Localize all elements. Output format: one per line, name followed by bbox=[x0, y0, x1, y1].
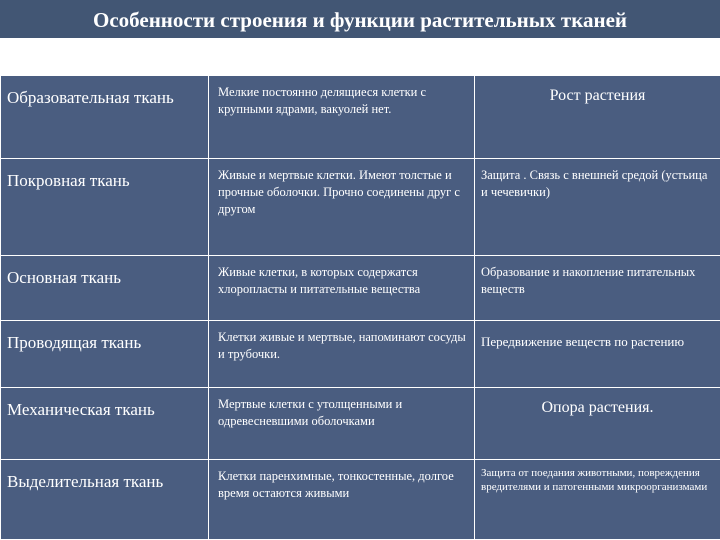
header-functions: Функции bbox=[475, 39, 720, 76]
tissue-name: Выделительная ткань bbox=[1, 460, 209, 540]
tissue-structure: Клетки паренхимные, тонкостенные, долгое время остаются живыми bbox=[209, 460, 475, 540]
tissue-name: Основная ткань bbox=[1, 256, 209, 321]
table-row bbox=[1, 159, 720, 256]
tissue-name: Механическая ткань bbox=[1, 388, 209, 460]
tissue-name: Покровная ткань bbox=[1, 159, 209, 256]
table-row bbox=[1, 388, 720, 460]
tissue-function: Образование и накопление питательных веществ bbox=[475, 256, 720, 321]
header-tissue-type: Тип ткани bbox=[1, 39, 209, 76]
tissue-function: Защита . Связь с внешней средой (устьица и чечевички) bbox=[475, 159, 720, 256]
tissue-structure: Живые и мертвые клетки. Имеют толстые и прочные оболочки. Прочно соединены друг с другом bbox=[209, 159, 475, 256]
tissue-name: Проводящая ткань bbox=[1, 321, 209, 388]
tissue-structure: Мертвые клетки с утолщенными и одревесневшими оболочками bbox=[209, 388, 475, 460]
tissue-function: Опора растения. bbox=[475, 388, 720, 460]
tissue-structure: Клетки живые и мертвые, напоминают сосуды и трубочки. bbox=[209, 321, 475, 388]
table-header-row bbox=[1, 39, 720, 76]
table-row bbox=[1, 256, 720, 321]
table-row bbox=[1, 460, 720, 540]
tissue-function: Защита от поедания животными, повреждения вредителями и патогенными микроорганизмами bbox=[475, 460, 720, 540]
table-row bbox=[1, 321, 720, 388]
slide-title: Особенности строения и функции растительных тканей bbox=[0, 0, 720, 38]
table-row bbox=[1, 76, 720, 159]
tissue-name: Образовательная ткань bbox=[1, 76, 209, 159]
header-structure: Строение bbox=[209, 39, 475, 76]
tissue-function: Передвижение веществ по растению bbox=[475, 321, 720, 388]
tissues-table bbox=[0, 38, 720, 540]
tissue-function: Рост растения bbox=[475, 76, 720, 159]
tissue-structure: Живые клетки, в которых содержатся хлоропласты и питательные вещества bbox=[209, 256, 475, 321]
tissue-structure: Мелкие постоянно делящиеся клетки с крупными ядрами, вакуолей нет. bbox=[209, 76, 475, 159]
